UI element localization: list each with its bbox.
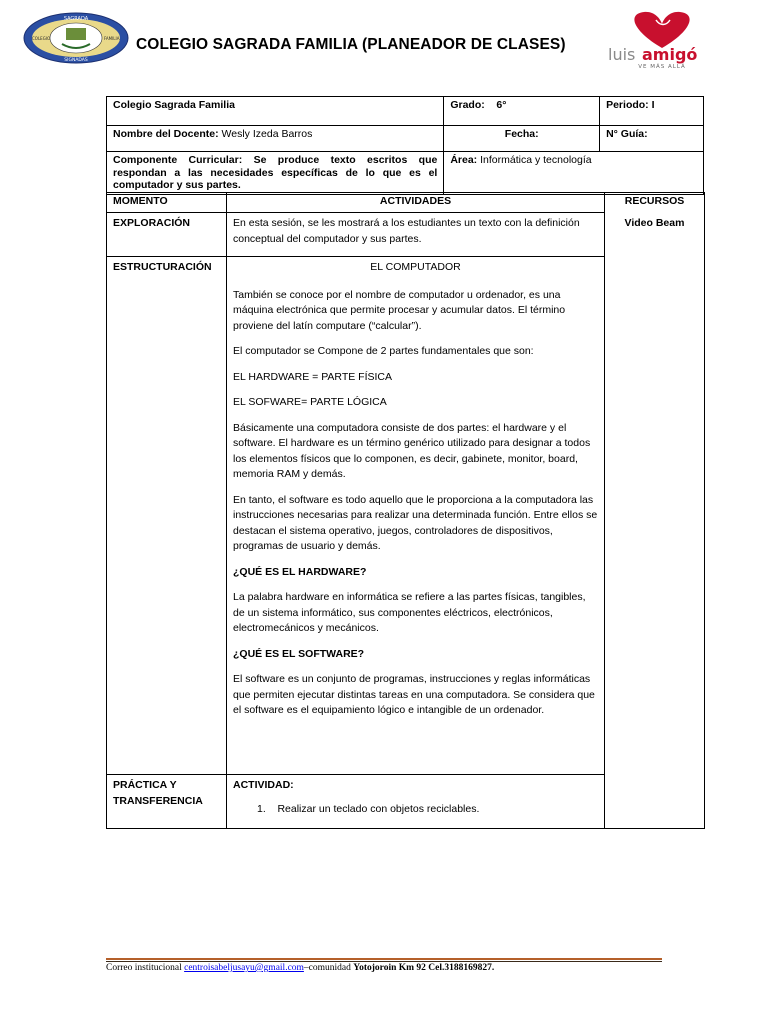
footer-divider-thin [106, 961, 662, 962]
logo-tagline: VE MÁS ALLÁ [638, 64, 686, 70]
docente-cell [107, 126, 444, 152]
header-actividades: ACTIVIDADES [227, 193, 605, 213]
practica-content [227, 775, 605, 829]
logo-text-bottom: SIGNADAS [64, 58, 88, 63]
guia-label: N° Guía: [606, 128, 648, 140]
fecha-label: Fecha: [504, 128, 539, 140]
estructuracion-label: ESTRUCTURACIÓN [107, 257, 227, 775]
recursos-cell [605, 213, 705, 829]
footer [106, 963, 494, 973]
section-title: EL COMPUTADOR [370, 261, 461, 273]
paragraph-software-def: El software es un conjunto de programas, instrucciones y reglas informáticas que permiten ejecutar distintas tareas en una computadora. Se considera que el software es el equipamiento lógico e intangible de un ordenador. [233, 673, 595, 716]
info-table [106, 96, 704, 195]
school-name-cell [107, 97, 444, 126]
periodo-cell [600, 97, 704, 126]
logo-text-top: SAGRADA [63, 16, 89, 22]
periodo-value: Periodo: I [606, 99, 655, 111]
area-value: Informática y tecnología [480, 154, 592, 166]
logo-text-amigo: amigó [642, 45, 698, 64]
list-item [233, 802, 598, 818]
header-recursos: RECURSOS [605, 193, 705, 213]
list-item-text: Realizar un teclado con objetos reciclables. [277, 802, 480, 815]
footer-address: Yotojoroin Km 92 Cel.3188169827. [353, 963, 495, 973]
school-logo [22, 12, 130, 64]
componente-value: Se produce texto escritos que respondan a las necesidades específicas de lo que es el computador y sus partes. [113, 154, 438, 191]
exploracion-label: EXPLORACIÓN [107, 213, 227, 257]
componente-label: Componente Curricular: [113, 154, 243, 166]
practica-label: PRÁCTICA Y TRANSFERENCIA [107, 775, 227, 829]
header-momento: MOMENTO [107, 193, 227, 213]
area-label: Área: [450, 154, 478, 166]
grado-label: Grado: [450, 99, 485, 111]
componente-cell [107, 152, 444, 195]
paragraph-parts: El computador se Compone de 2 partes fundamentales que son: [233, 345, 534, 357]
page-title: COLEGIO SAGRADA FAMILIA (PLANEADOR DE CLASES) [136, 36, 566, 53]
actividad-label: ACTIVIDAD: [233, 779, 294, 791]
paragraph-definition: También se conoce por el nombre de computador u ordenador, es una máquina electrónica que permite procesar y acumular datos. El término proviene del latín computare (“calcular”). [233, 288, 566, 332]
area-cell [444, 152, 704, 195]
question-hardware: ¿QUÉ ES EL HARDWARE? [233, 565, 367, 578]
grado-cell [444, 97, 600, 126]
exploracion-text: En esta sesión, se les mostrará a los estudiantes un texto con la definición conceptual del computador y sus partes. [227, 213, 605, 257]
docente-label: Nombre del Docente: [113, 128, 219, 140]
list-item-number: 1. [257, 802, 266, 815]
school-name: Colegio Sagrada Familia [113, 99, 235, 111]
paragraph-software-label: EL SOFWARE= PARTE LÓGICA [233, 396, 387, 408]
estructuracion-content [227, 257, 605, 775]
logo-text-right: FAMILIA [104, 36, 120, 41]
fecha-cell [444, 126, 600, 152]
question-software: ¿QUÉ ES EL SOFTWARE? [233, 647, 365, 660]
activities-table [106, 192, 705, 829]
logo-text-left: COLEGIO [32, 36, 51, 41]
luis-amigo-logo [604, 8, 720, 70]
footer-middle: –comunidad [303, 963, 351, 973]
heart-icon [634, 12, 689, 48]
paragraph-basics: Básicamente una computadora consiste de dos partes: el hardware y el software. El hardware es un término genérico utilizado para designar a todos los elementos físicos que lo componen, es decir, gabinete, monitor, board, memoria RAM y demás. [233, 421, 591, 480]
docente-value: Wesly Izeda Barros [221, 128, 313, 140]
guia-cell [600, 126, 704, 152]
footer-email-link[interactable]: centroisabeljusayu@gmail.com [184, 963, 304, 973]
grado-value: 6° [496, 99, 507, 111]
paragraph-software-desc: En tanto, el software es todo aquello que le proporciona a la computadora las instrucciones necesarias para realizar una determinada función. Entre ellos se destacan el sistema operativo, juegos, controladores de dispositivos, programas de usuario y demás. [233, 493, 598, 552]
paragraph-hardware-label: EL HARDWARE = PARTE FÍSICA [233, 370, 392, 383]
paragraph-hardware-def: La palabra hardware en informática se refiere a las partes físicas, tangibles, de un sistema informático, sus componentes eléctricos, electrónicos, electromecánicos y mecánicos. [233, 591, 586, 634]
footer-prefix: Correo institucional [106, 963, 182, 973]
recurso-video-beam: Video Beam [624, 216, 685, 229]
logo-text-luis: luis [608, 45, 636, 64]
footer-divider [106, 958, 662, 960]
